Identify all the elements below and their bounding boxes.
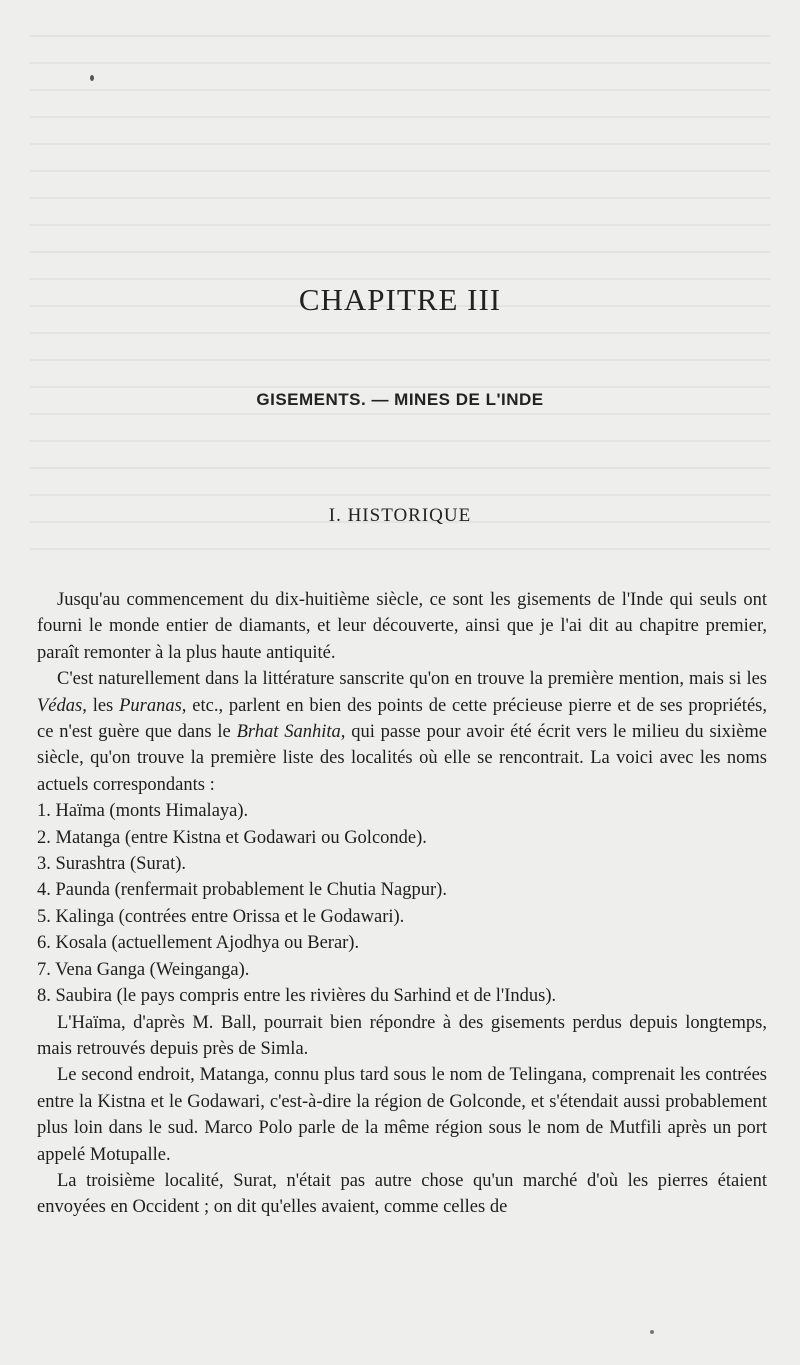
list-item-number: 6. <box>37 933 51 954</box>
term-vedas: Védas <box>37 695 83 716</box>
paragraph-3: L'Haïma, d'après M. Ball, pourrait bien répondre à des gisements perdus depuis longtemps, mais retrouvés depuis près de Simla. <box>37 1012 767 1059</box>
list-item <box>37 983 767 1009</box>
term-brhat-sanhita: Brhat Sanhita <box>236 722 341 743</box>
list-item <box>37 825 767 851</box>
list-item-number: 7. <box>37 959 51 980</box>
list-item-number: 2. <box>37 827 51 848</box>
paragraph-2-text-c: , etc., parlent en bien des points de cette précieuse pierre et de ses propriétés, ce n'est guère que dans le <box>37 695 767 743</box>
paragraph-2-text-b: , les <box>82 695 120 716</box>
list-item-number: 4. <box>37 880 51 901</box>
paragraph-2-text-d: , qui passe pour avoir été écrit vers le milieu du sixième siècle, qu'on trouve la première liste des localités où elle se rencontrait. La voici avec les noms actuels correspondants : <box>37 722 767 795</box>
list-item <box>37 798 767 824</box>
paragraph-4: Le second endroit, Matanga, connu plus tard sous le nom de Telingana, comprenait les contrées entre la Kistna et le Godawari, c'est-à-dire la région de Golconde, et s'étendait aussi probablement plus loin dans le sud. Marco Polo parle de la même région sous le nom de Mutfili après un port appelé Motupalle. <box>37 1065 767 1165</box>
list-item-text: Surashtra (Surat). <box>55 854 186 875</box>
list-item-text: Haïma (monts Himalaya). <box>55 801 249 822</box>
list-item <box>37 930 767 956</box>
list-item-number: 5. <box>37 906 51 927</box>
list-item-text: Matanga (entre Kistna et Godawari ou Golconde). <box>55 827 427 848</box>
list-item-number: 1. <box>37 801 51 822</box>
list-item <box>37 904 767 930</box>
list-item-text: Kosala (actuellement Ajodhya ou Berar). <box>55 933 360 954</box>
paragraph-1: Jusqu'au commencement du dix-huitième siècle, ce sont les gisements de l'Inde qui seuls ont fourni le monde entier de diamants, et leur découverte, ainsi que je l'ai dit au chapitre premier, paraît remonter à la plus haute antiquité. <box>37 590 767 663</box>
locality-list <box>37 798 767 1009</box>
list-item-text: Vena Ganga (Weinganga). <box>55 959 250 980</box>
list-item <box>37 957 767 983</box>
list-item-number: 8. <box>37 986 51 1007</box>
list-item <box>37 877 767 903</box>
paragraph-5: La troisième localité, Surat, n'était pas autre chose qu'un marché d'où les pierres étaient envoyées en Occident ; on dit qu'elles avaient, comme celles de <box>37 1170 767 1218</box>
list-item-text: Kalinga (contrées entre Orissa et le Godawari). <box>55 906 405 927</box>
section-title: I. HISTORIQUE <box>328 505 472 526</box>
body-text <box>37 587 767 1221</box>
ink-speck <box>90 75 94 81</box>
term-puranas: Puranas <box>119 695 182 716</box>
list-item <box>37 851 767 877</box>
ink-speck <box>650 1330 654 1334</box>
paragraph-2 <box>37 666 767 798</box>
list-item-text: Paunda (renfermait probablement le Chutia Nagpur). <box>55 880 447 901</box>
chapter-title: CHAPITRE III <box>298 282 502 317</box>
list-item-text: Saubira (le pays compris entre les rivières du Sarhind et de l'Indus). <box>55 986 557 1007</box>
paragraph-2-text-a: C'est naturellement dans la littérature sanscrite qu'on en trouve la première mention, mais si les <box>57 669 767 690</box>
chapter-subtitle: GISEMENTS. — MINES DE L'INDE <box>256 390 544 409</box>
list-item-number: 3. <box>37 854 51 875</box>
